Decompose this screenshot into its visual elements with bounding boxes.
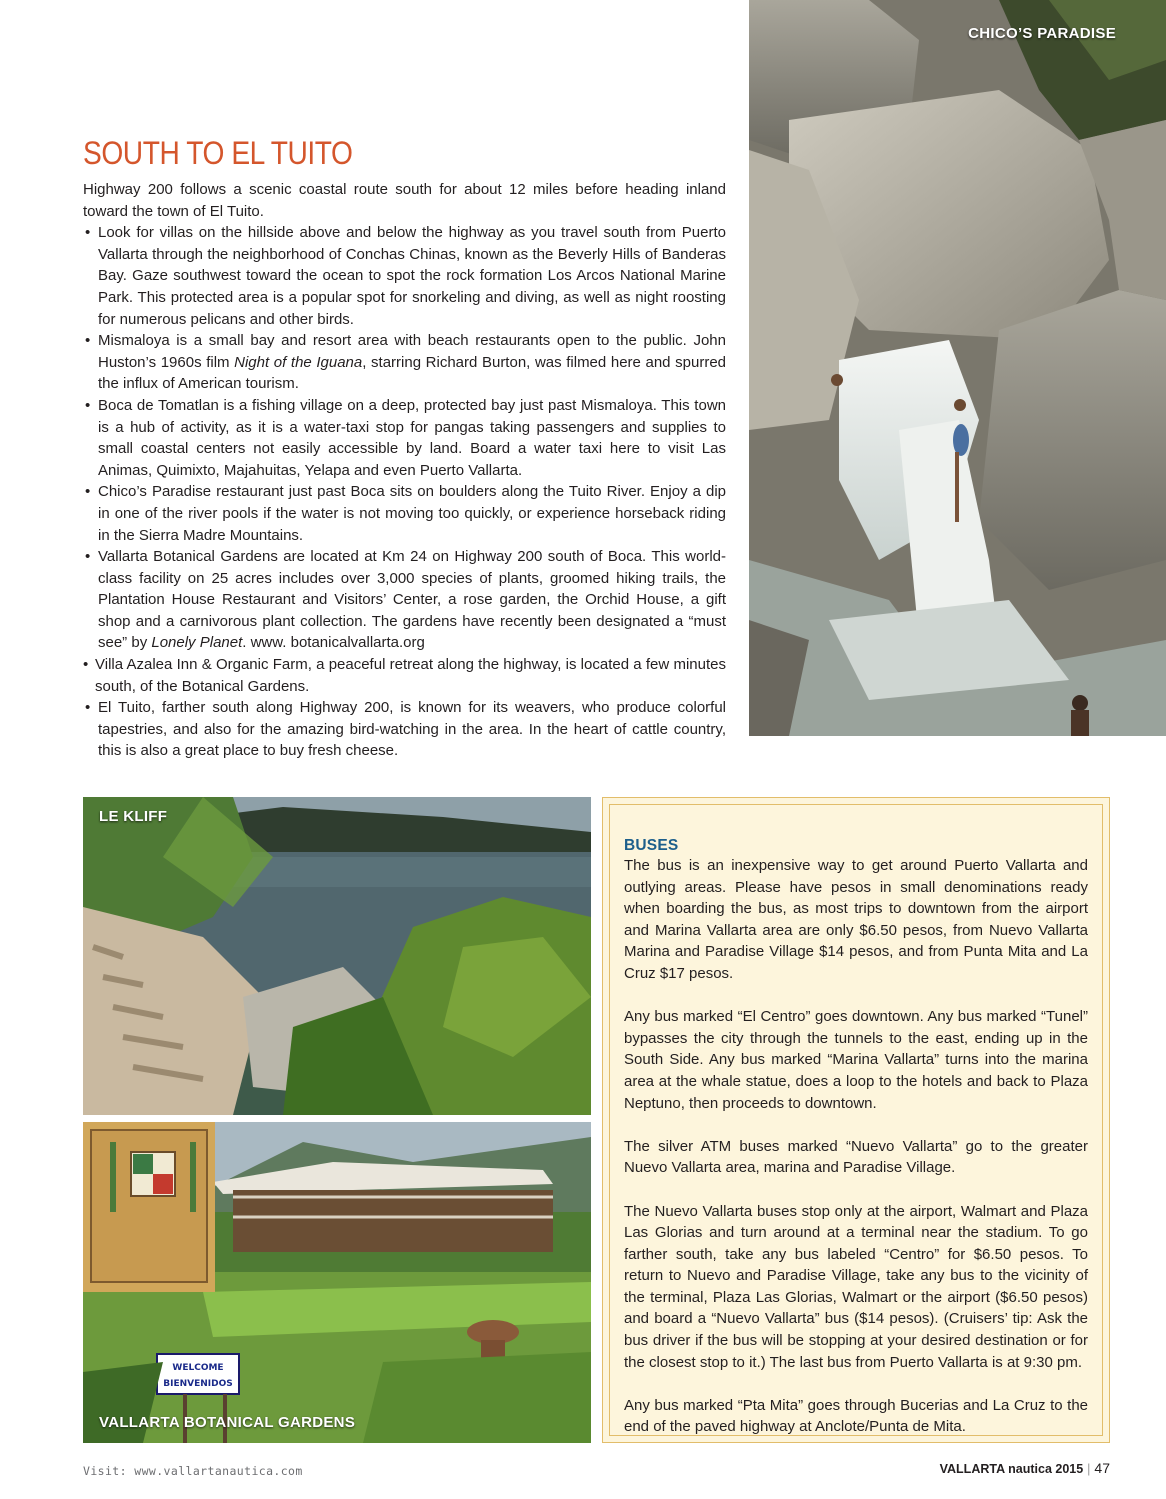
chicos-paradise-photo bbox=[749, 0, 1166, 736]
buses-paragraph: The Nuevo Vallarta buses stop only at the airport, Walmart and Plaza Las Glorias and turn around at a terminal near the stadium. To go farther south, take any bus labeled “Centro” for $6.50 pesos. To return to Nuevo and Paradise Village, take any bus to the vicinity of the terminal, Plaza Las Glorias, Walmart or the airport ($6.50 pesos) and board a “Nuevo Vallarta” bus ($14 pesos). (Cruisers’ tip: Ask the bus driver if the bus will be stopping at your desired destination or for the closest stop to it.) The last bus from Puerto Vallarta is at 9:30 pm. bbox=[624, 1202, 1088, 1371]
footer-website: Visit: www.vallartanautica.com bbox=[83, 1464, 303, 1478]
list-item: • Mismaloya is a small bay and resort area with beach restaurants open to the public. John Huston’s 1960s film Night of the Iguana, starring Richard Burton, was filmed here and spurred the influx of American tourism. bbox=[83, 330, 726, 395]
footer-folio bbox=[940, 1460, 1110, 1476]
article-south-to-el-tuito bbox=[83, 133, 726, 762]
article-title: SOUTH TO EL TUITO bbox=[83, 135, 353, 171]
article-intro: Highway 200 follows a scenic coastal route south for about 12 miles before heading inland toward the town of El Tuito. bbox=[83, 181, 726, 220]
page-number: 47 bbox=[1094, 1460, 1110, 1476]
bienvenidos-sign-text: BIENVENIDOS bbox=[163, 1379, 233, 1389]
list-item: • Vallarta Botanical Gardens are located at Km 24 on Highway 200 south of Boca. This world-class facility on 25 acres includes over 3,000 species of plants, groomed hiking trails, the Plantation House Restaurant and Visitors’ Center, a rose garden, the Orchid House, a gift shop and a carnivorous plant collection. The gardens have recently been designated a “must see” by Lonely Planet. www. botanicalvallarta.org bbox=[83, 546, 726, 654]
list-item: • Boca de Tomatlan is a fishing village on a deep, protected bay just past Mismaloya. This town is a hub of activity, as it is a water-taxi stop for pangas taking passengers and supplies to small coastal centers not easily accessible by land. Board a water taxi here to visit Las Animas, Quimixto, Majahuitas, Yelapa and even Puerto Vallarta. bbox=[83, 395, 726, 481]
buses-paragraph: The bus is an inexpensive way to get around Puerto Vallarta and outlying areas. Please have pesos in small denominations ready when boarding the bus, as most trips to downtown from the airport and Marina Vallarta area are only $6.50 pesos, from Nuevo Vallarta Marina and Paradise Village $14 pesos, and from Punta Mita and La Cruz $17 pesos. bbox=[624, 857, 1088, 982]
article-bullet-list bbox=[83, 222, 726, 762]
list-item: • Chico’s Paradise restaurant just past Boca sits on boulders along the Tuito River. Enjoy a dip in one of the river pools if the water is not moving too quickly, or experience horseback riding in the Sierra Madre Mountains. bbox=[83, 481, 726, 546]
chicos-paradise-caption: CHICO’S PARADISE bbox=[968, 25, 1116, 42]
le-kliff-photo bbox=[83, 797, 591, 1115]
botanical-gardens-caption: VALLARTA BOTANICAL GARDENS bbox=[99, 1414, 356, 1431]
folio-separator: | bbox=[1087, 1462, 1091, 1476]
buses-paragraph: The silver ATM buses marked “Nuevo Vallarta” go to the greater Nuevo Vallarta area, marina and Paradise Village. bbox=[624, 1137, 1088, 1177]
buses-paragraph: Any bus marked “El Centro” goes downtown. Any bus marked “Tunel” bypasses the city through the tunnels to the east, ending up in the South Side. Any bus marked “Marina Vallarta” turns into the marina area at the whale statue, does a loop to the hotels and back to Plaza Neptuno, then proceeds to downtown. bbox=[624, 1008, 1088, 1112]
buses-paragraph: Any bus marked “Pta Mita” goes through Bucerias and La Cruz to the end of the paved highway at Anclote/Punta de Mita. bbox=[624, 1396, 1088, 1436]
buses-heading: BUSES bbox=[624, 837, 679, 854]
film-title: Night of the Iguana bbox=[234, 353, 363, 371]
guidebook-title: Lonely Planet bbox=[151, 634, 243, 652]
list-item: • Look for villas on the hillside above and below the highway as you travel south from Puerto Vallarta through the neighborhood of Conchas Chinas, known as the Beverly Hills of Banderas Bay. Gaze southwest toward the ocean to spot the rock formation Los Arcos National Marine Park. This protected area is a popular spot for snorkeling and diving, as well as night roosting for numerous pelicans and other birds. bbox=[83, 222, 726, 330]
list-item: • Villa Azalea Inn & Organic Farm, a peaceful retreat along the highway, is located a few minutes south, of the Botanical Gardens. bbox=[83, 654, 726, 697]
magazine-name-rest: nautica 2015 bbox=[1004, 1462, 1084, 1476]
buses-sidebar-inner bbox=[609, 804, 1103, 1436]
botanical-gardens-photo bbox=[83, 1122, 591, 1443]
le-kliff-caption: LE KLIFF bbox=[99, 808, 168, 825]
buses-sidebar bbox=[602, 797, 1110, 1443]
welcome-sign-text: WELCOME bbox=[172, 1363, 224, 1373]
magazine-name-bold: VALLARTA bbox=[939, 1462, 1005, 1476]
list-item: • El Tuito, farther south along Highway 200, is known for its weavers, who produce colorful tapestries, and also for the amazing bird-watching in the area. In the heart of cattle country, this is also a great place to buy fresh cheese. bbox=[83, 697, 726, 762]
